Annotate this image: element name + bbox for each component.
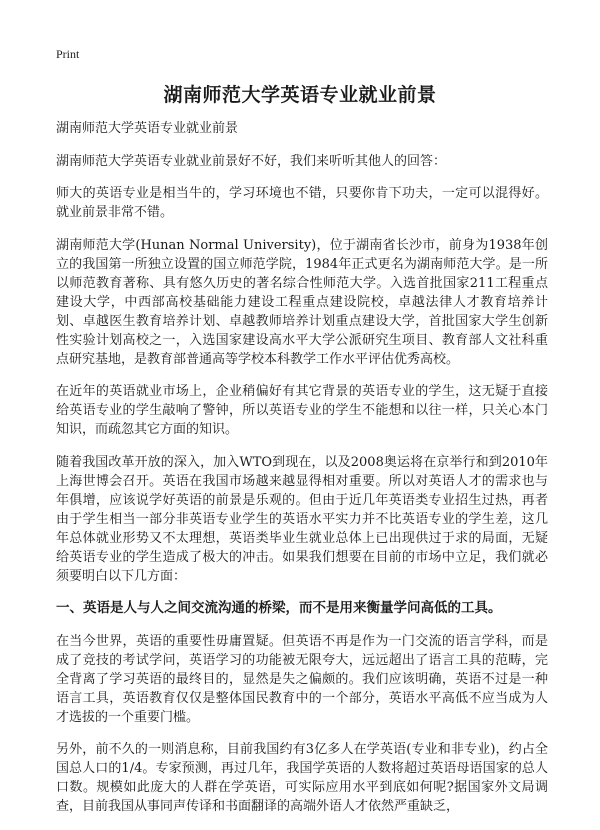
paragraph-intro: 湖南师范大学英语专业就业前景好不好，我们来听听其他人的回答：: [56, 153, 447, 169]
paragraph-subtitle: 湖南师范大学英语专业就业前景: [56, 121, 239, 136]
article-body: [56, 119, 548, 830]
paragraph-answer: 师大的英语专业是相当牛的，学习环境也不错，只要你肯下功夫，一定可以混得好。就业前景非常不错。: [56, 186, 548, 220]
section-heading-1: 一、英语是人与人之间交流沟通的桥梁，而不是用来衡量学问高低的工具。: [56, 600, 502, 616]
page-title: 湖南师范大学英语专业就业前景: [163, 84, 437, 106]
paragraph-reform: 随着我国改革开放的深入，加入WTO到现在，以及2008奥运将在京举行和到2010年上海世博会召开。英语在我国市场越来越显得相对重要。所以对英语人才的需求也与年俱增，应该说学好英语的前景是乐观的。但由于近几年英语类专业招生过热，再者由于学生相当一部分非英语专业学生的英语水平实力并不比英语专业的学生差，这几年总体就业形势又不太理想，英语类毕业生就业总体上已出现供过于求的局面，无疑给英语专业的学生造成了极大的冲击。如果我们想要在目前的市场中立足，我们就必须要明白以下几方面：: [56, 454, 548, 584]
paragraph-market: 在近年的英语就业市场上，企业稍偏好有其它背景的英语专业的学生，这无疑于直接给英语专业的学生敲响了警钟，所以英语专业的学生不能想和以往一样，只关心本门知识，而疏忽其它方面的知识。: [56, 384, 548, 437]
paragraph-importance: 在当今世界，英语的重要性毋庸置疑。但英语不再是作为一门交流的语言学科，而是成了竞技的考试学问，英语学习的功能被无限夸大，远远超出了语言工具的范畴，完全背离了学习英语的最终目的，显然是失之偏颇的。我们应该明确，英语不过是一种语言工具，英语教育仅仅是整体国民教育中的一个部分，英语水平高低不应当成为人才选拔的一个重要门槛。: [56, 633, 548, 725]
paragraph-statistics: 另外，前不久的一则消息称，目前我国约有3亿多人在学英语(专业和非专业)，约占全国总人口的1/4。专家预测，再过几年，我国学英语的人数将超过英语母语国家的总人口数。规模如此庞大的人群在学英语，可实际应用水平到底如何呢?据国家外文局调查，目前我国从事同声传译和书面翻译的高端外语人才依然严重缺乏，: [56, 742, 548, 814]
print-link[interactable]: Print: [56, 47, 80, 61]
paragraph-university: 湖南师范大学(Hunan Normal University)，位于湖南省长沙市，前身为1938年创立的我国第一所独立设置的国立师范学院，1984年正式更名为湖南师范大学。是一所以师范教育著称、具有悠久历史的著名综合性师范大学。入选首批国家211工程重点建设大学，中西部高校基础能力建设工程重点建设院校，卓越法律人才教育培养计划、卓越医生教育培养计划、卓越教师培养计划重点建设大学，首批国家大学生创新性实验计划高校之一，入选国家建设高水平大学公派研究生项目、教育部人文社科重点研究基地，是教育部普通高等学校本科教学工作水平评估优秀高校。: [56, 237, 548, 367]
